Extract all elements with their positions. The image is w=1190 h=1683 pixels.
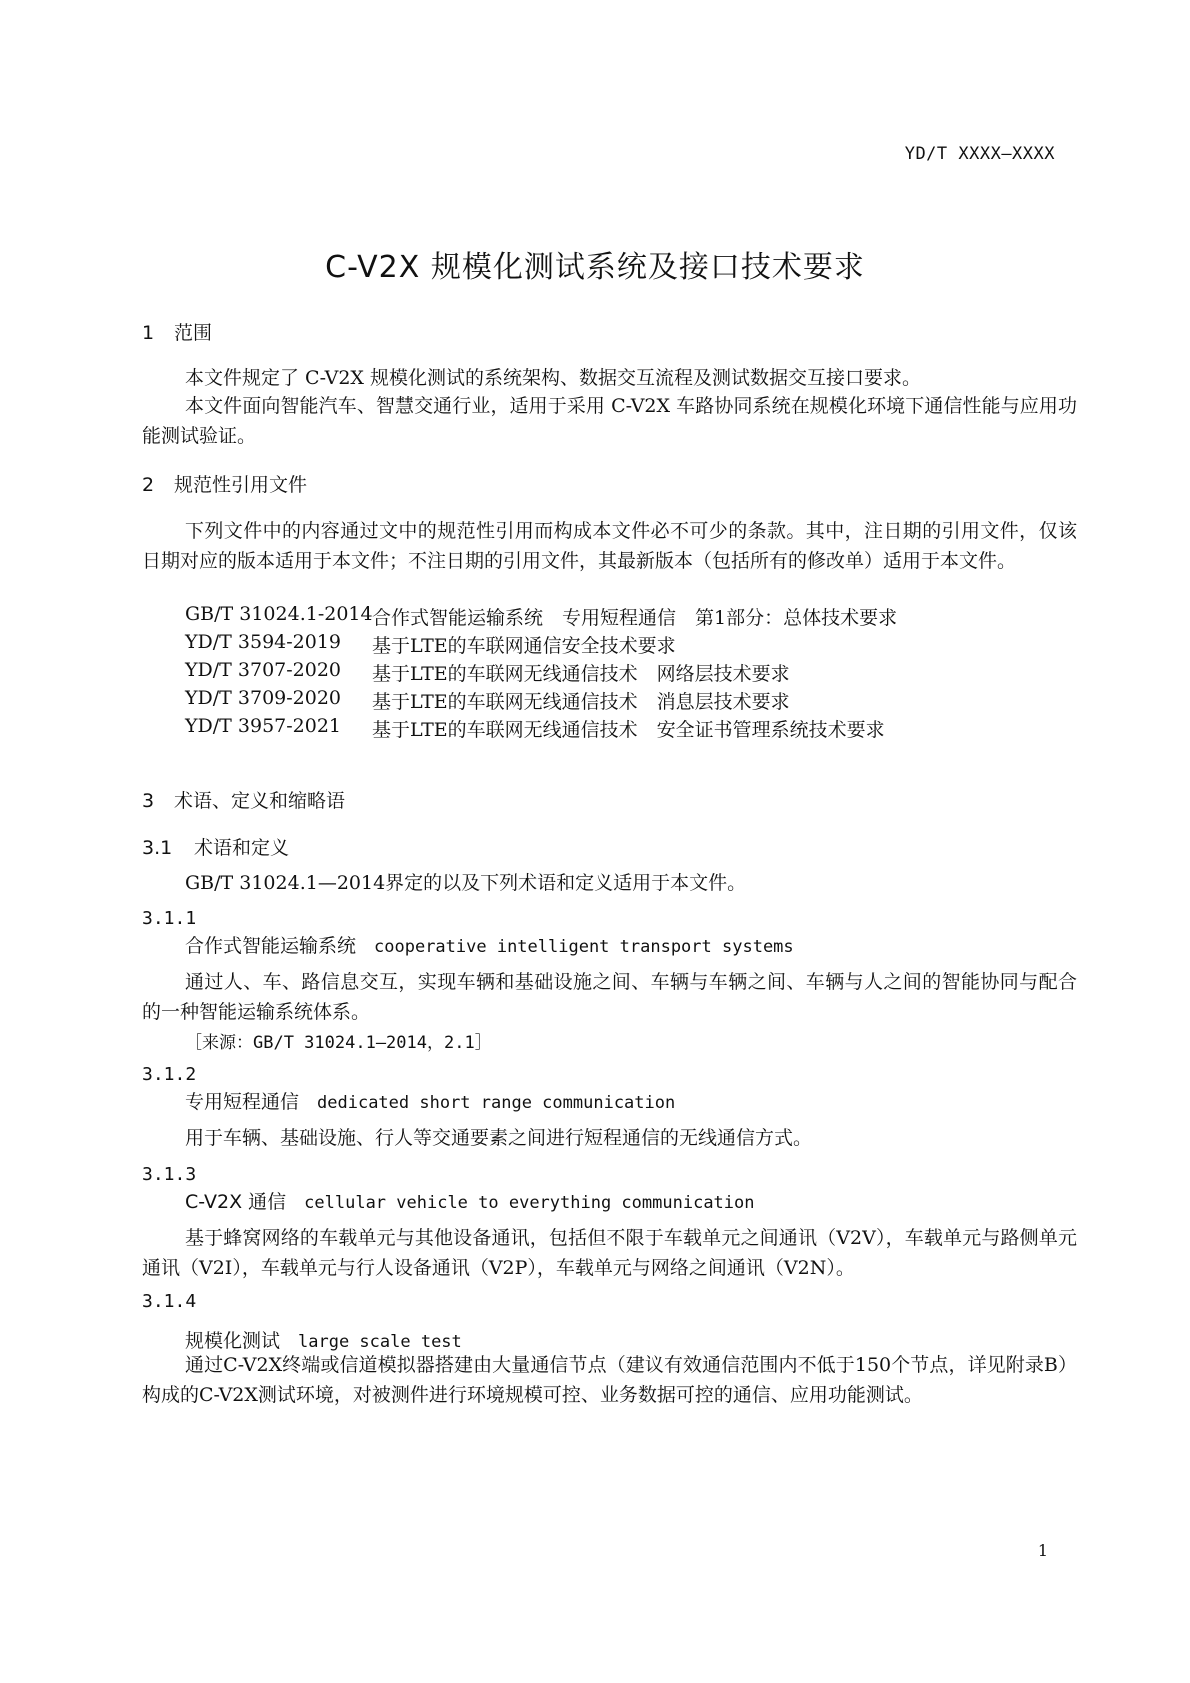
- term-number: 3.1.2: [142, 1064, 197, 1085]
- term-definition: 基于蜂窝网络的车载单元与其他设备通讯，包括但不限于车载单元之间通讯（V2V），车载单元与路侧单元通讯（V2I），车载单元与行人设备通讯（V2P），车载单元与网络之间通讯（V2N）。: [142, 1227, 1077, 1279]
- section-number: 1: [142, 322, 155, 344]
- section-heading-normative-references: [142, 470, 307, 497]
- section-title: 术语、定义和缩略语: [174, 790, 346, 812]
- document-code: YD/T XXXX—XXXX: [904, 144, 1055, 164]
- section-number: 3: [142, 790, 155, 812]
- term-definition: 通过C-V2X终端或信道模拟器搭建由大量通信节点（建议有效通信范围内不低于150个节点，详见附录B）构成的C-V2X测试环境，对被测件进行环境规模可控、业务数据可控的通信、应用功能测试。: [142, 1354, 1077, 1406]
- section-title: 规范性引用文件: [174, 474, 308, 496]
- term-definition: 用于车辆、基础设施、行人等交通要素之间进行短程通信的无线通信方式。: [185, 1127, 813, 1149]
- term-name-zh: C-V2X 通信: [185, 1191, 287, 1213]
- term-name-zh: 规模化测试: [185, 1330, 281, 1352]
- term-name-zh: 专用短程通信: [185, 1091, 300, 1113]
- subsection-number: 3.1: [142, 837, 173, 859]
- reference-title: 基于LTE的车联网无线通信技术 安全证书管理系统技术要求: [372, 719, 885, 741]
- term-title: [185, 931, 794, 958]
- section-number: 2: [142, 474, 155, 496]
- term-number: 3.1.3: [142, 1164, 197, 1185]
- reference-code: YD/T 3594-2019: [185, 631, 342, 653]
- references-paragraph: 下列文件中的内容通过文中的规范性引用而构成本文件必不可少的条款。其中，注日期的引用文件，仅该日期对应的版本适用于本文件；不注日期的引用文件，其最新版本（包括所有的修改单）适用于本文件。: [142, 520, 1077, 572]
- section-heading-scope: [142, 318, 212, 345]
- reference-title: 基于LTE的车联网无线通信技术 网络层技术要求: [372, 663, 790, 685]
- scope-paragraph-2: 本文件面向智能汽车、智慧交通行业，适用于采用 C-V2X 车路协同系统在规模化环境下通信性能与应用功能测试验证。: [142, 395, 1077, 447]
- term-title: [185, 1187, 755, 1214]
- section-heading-terms: [142, 786, 345, 813]
- reference-code: YD/T 3957-2021: [185, 715, 342, 737]
- term-name-en: cellular vehicle to everything communication: [304, 1193, 755, 1213]
- reference-code: YD/T 3709-2020: [185, 687, 342, 709]
- document-title: C-V2X 规模化测试系统及接口技术要求: [325, 250, 865, 285]
- reference-code: GB/T 31024.1-2014: [185, 603, 373, 625]
- term-number: 3.1.4: [142, 1291, 197, 1312]
- reference-code: YD/T 3707-2020: [185, 659, 342, 681]
- reference-title: 基于LTE的车联网通信安全技术要求: [372, 635, 676, 657]
- subsection-heading-terms-definitions: [142, 833, 289, 860]
- scope-paragraph-1: 本文件规定了 C-V2X 规模化测试的系统架构、数据交互流程及测试数据交互接口要求。: [185, 367, 921, 389]
- term-name-en: cooperative intelligent transport systems: [374, 937, 794, 957]
- reference-title: 基于LTE的车联网无线通信技术 消息层技术要求: [372, 691, 790, 713]
- term-name-zh: 合作式智能运输系统: [185, 935, 357, 957]
- term-source: ［来源：GB/T 31024.1—2014，2.1］: [185, 1033, 492, 1053]
- term-name-en: large scale test: [298, 1332, 462, 1352]
- term-definition: 通过人、车、路信息交互，实现车辆和基础设施之间、车辆与车辆之间、车辆与人之间的智能协同与配合的一种智能运输系统体系。: [142, 971, 1077, 1023]
- term-title: [185, 1087, 675, 1114]
- term-title: [185, 1326, 462, 1353]
- reference-title: 合作式智能运输系统 专用短程通信 第1部分：总体技术要求: [372, 607, 898, 629]
- terms-intro-paragraph: GB/T 31024.1—2014界定的以及下列术语和定义适用于本文件。: [185, 872, 747, 894]
- term-number: 3.1.1: [142, 908, 197, 929]
- subsection-title: 术语和定义: [194, 837, 290, 859]
- page-number: 1: [1037, 1541, 1048, 1560]
- section-title: 范围: [174, 322, 213, 344]
- term-name-en: dedicated short range communication: [317, 1093, 676, 1113]
